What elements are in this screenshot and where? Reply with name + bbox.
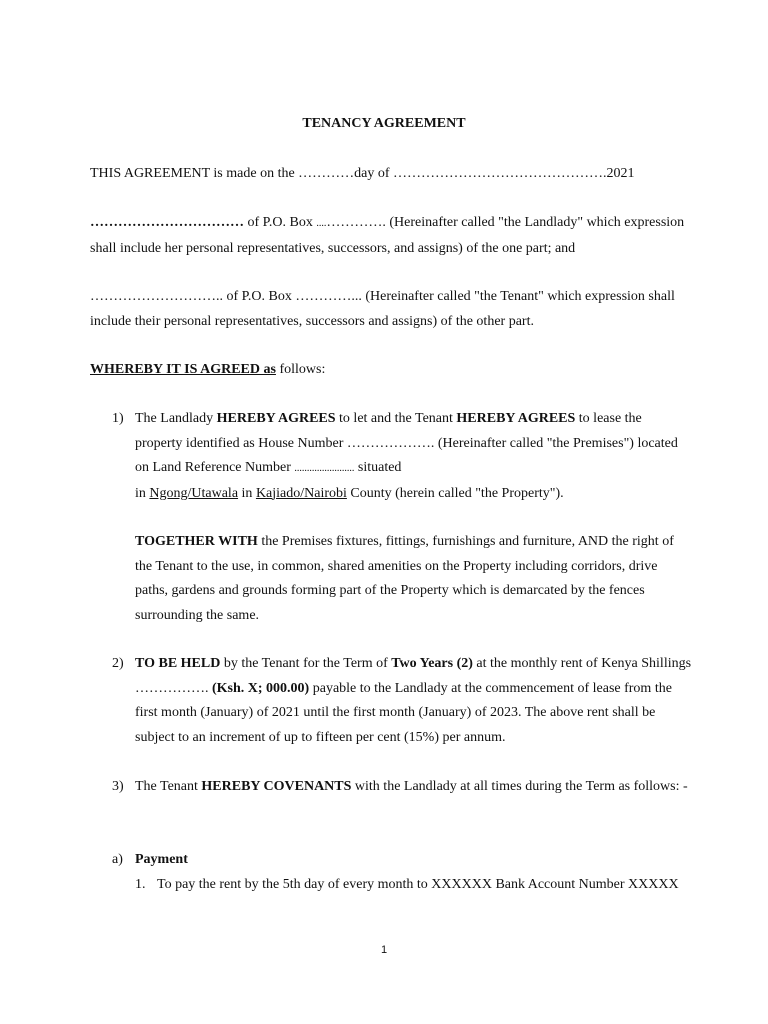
county-underlined: Kajiado/Nairobi xyxy=(255,485,347,501)
clause-2-bold-3: (Ksh. X; 000.00) xyxy=(212,680,310,696)
location-underlined: Ngong/Utawala xyxy=(149,485,239,501)
subclause-a xyxy=(112,848,692,873)
document-title: TENANCY AGREEMENT xyxy=(302,116,466,131)
clause-3-number: 3) xyxy=(112,779,124,794)
clause-1-text-2: to let and the Tenant xyxy=(335,411,457,426)
clause-1-number: 1) xyxy=(112,411,124,426)
clause-2-text-1: by the Tenant for the Term of xyxy=(220,656,392,671)
clause-3-text-1: The Tenant xyxy=(135,779,202,794)
tenant-paragraph xyxy=(90,285,690,334)
tenant-text: ……………………….. of P.O. Box …………... (Hereinafter called "the Tenant" which expression shall include their personal representatives, successors and assigns) of the other part. xyxy=(90,289,675,329)
landlady-box-dots: .... xyxy=(316,218,327,229)
landlady-paragraph xyxy=(90,211,690,261)
clause-1-text-1: The Landlady xyxy=(135,411,217,426)
payment-item-1-text: To pay the rent by the 5th day of every month to XXXXXX Bank Account Number XXXXX xyxy=(157,877,679,892)
clause-1-text-5: in xyxy=(135,485,150,501)
together-with-paragraph xyxy=(112,530,692,628)
clause-2-bold-2: Two Years (2) xyxy=(391,656,473,671)
clause-1 xyxy=(112,407,692,506)
clause-1-bold-1: HEREBY AGREES xyxy=(216,411,336,426)
whereby-heading: WHEREBY IT IS AGREED as xyxy=(90,362,276,377)
agreement-date-text: THIS AGREEMENT is made on the …………day of ……………………………………….2021 xyxy=(90,166,635,181)
landlady-text-b: …………. (Hereinafter called "the Landlady" which expression shall include her personal representatives, successors, and assigns) of the one part; and xyxy=(90,215,685,256)
subclause-a-heading: Payment xyxy=(135,852,188,867)
together-with-text: the Premises fixtures, fittings, furnishings and furniture, AND the right of the Tenant to the use, in common, shared amenities on the Property including corridors, drive paths, gardens and grounds forming part of the Property which is demarcated by the fences surrounding the same. xyxy=(135,534,674,623)
clause-2-number: 2) xyxy=(112,656,124,671)
together-with-heading: TOGETHER WITH xyxy=(135,534,258,549)
whereby-paragraph xyxy=(90,358,690,383)
land-reference-blank: ........................ xyxy=(294,463,355,474)
whereby-rest: follows: xyxy=(275,362,326,377)
subclause-a-letter: a) xyxy=(112,852,123,867)
clause-2-bold-1: TO BE HELD xyxy=(135,656,221,671)
landlady-name-blank: …………………………… xyxy=(90,215,244,230)
clause-2-text-2: at the monthly rent of Kenya Shillings ……………. xyxy=(135,656,692,696)
clause-3 xyxy=(112,775,692,800)
clause-1-bold-2: HEREBY AGREES xyxy=(456,411,576,426)
clause-1-text-7: County (herein called "the Property"). xyxy=(346,485,564,501)
clause-1-text-6: in xyxy=(238,485,256,501)
payment-item-1 xyxy=(135,873,695,898)
clause-1-text-3: to lease the property identified as House Number ………………. (Hereinafter called "the Premises") located on Land Reference Number xyxy=(135,411,678,475)
agreement-date-paragraph xyxy=(90,162,690,187)
clause-3-text-2: with the Landlady at all times during the Term as follows: - xyxy=(351,779,688,794)
clause-2-text-3: payable to the Landlady at the commencement of lease from the first month (January) of 2021 until the first month (January) of 2023. The above rent shall be subject to an increment of up to fifteen per cent (15%) per annum. xyxy=(135,680,672,745)
payment-item-1-number: 1. xyxy=(135,877,146,892)
clause-2 xyxy=(112,652,692,750)
landlady-text-a: of P.O. Box xyxy=(244,215,317,230)
clause-3-bold-1: HEREBY COVENANTS xyxy=(201,779,352,794)
clause-1-text-4: situated xyxy=(354,460,402,475)
page-number: 1 xyxy=(380,944,388,956)
